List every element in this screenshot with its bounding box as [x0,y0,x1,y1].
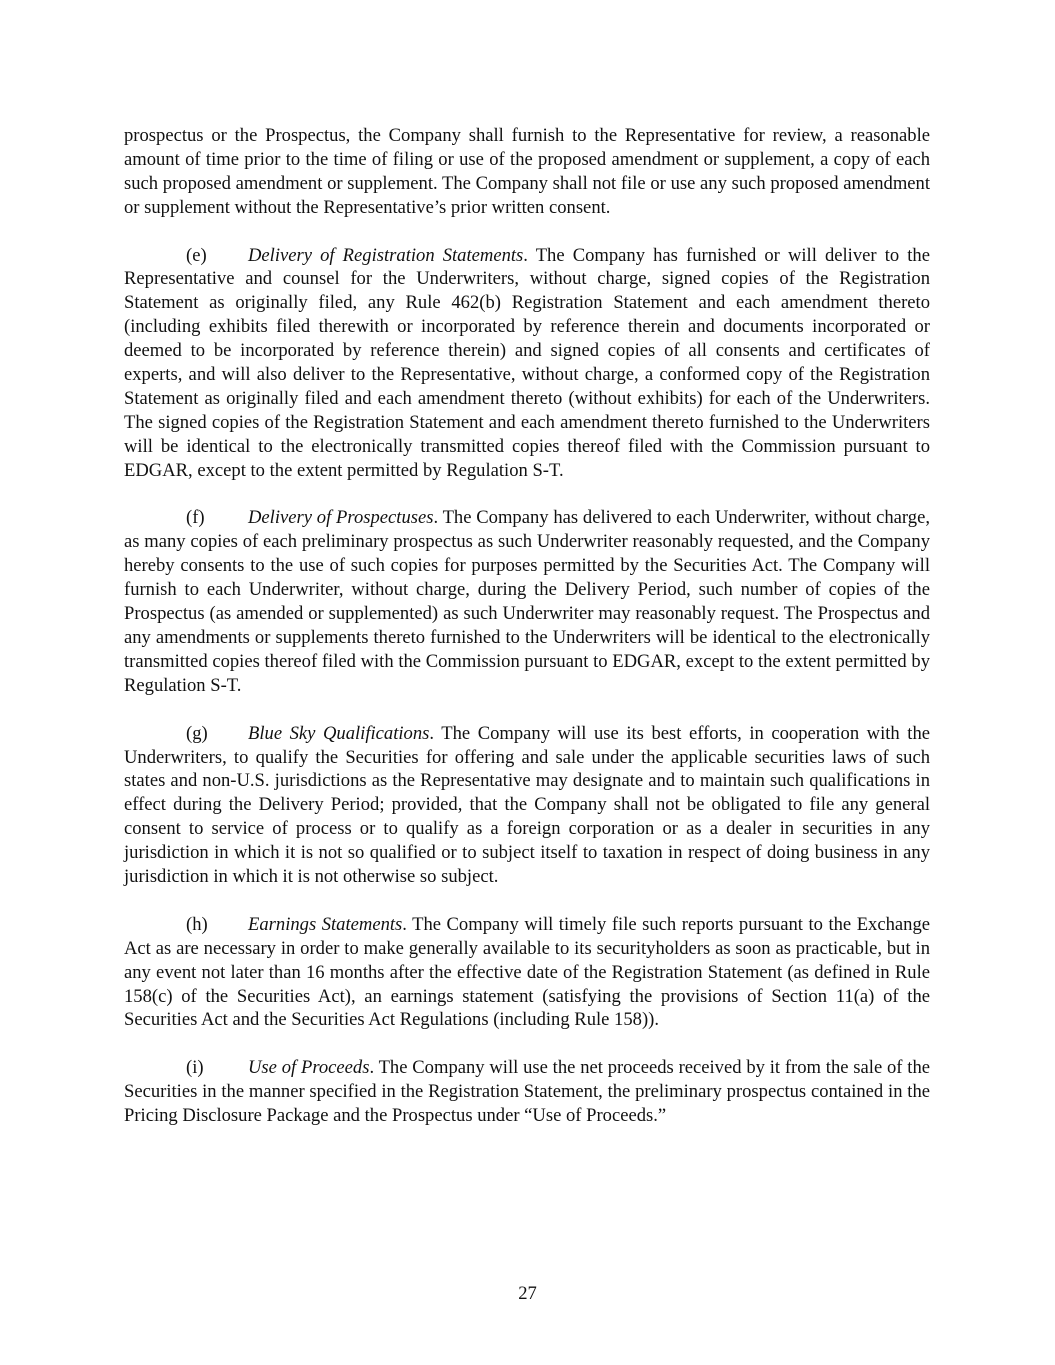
section-body: . The Company will use the net proceeds received by it from the sale of the Securities in the manner specified in the Registration Statement, the preliminary prospectus contained in the Pricing Disclosure Package and the Prospectus under “Use of Proceeds.” [124,1057,930,1127]
section-number: (i) [186,1057,204,1079]
section-number: (g) [186,722,208,744]
section-body: . The Company will use its best efforts, in cooperation with the Underwriters, to qualify the Securities for offering and sale under the applicable securities laws of such states and non-U.S. jurisdictions as the Representative may designate and to maintain such qualifications in effect during the Delivery Period; provided, that the Company shall not be obligated to file any general consent to service of process or to qualify as a foreign corporation or as a dealer in securities in any jurisdiction in which it is not so qualified or to subject itself to taxation in respect of doing business in any jurisdiction in which it is not otherwise so subject. [124,722,930,888]
section-heading: Earnings Statements [248,913,403,935]
section-body: . The Company will timely file such reports pursuant to the Exchange Act as are necessary in order to make generally available to its securityholders as soon as practicable, but in any event not later than 16 months after the effective date of the Registration Statement (as defined in Rule 158(c) of the Securities Act), an earnings statement (satisfying the provisions of Section 11(a) of the Securities Act and the Securities Act Regulations (including Rule 158)). [124,913,930,1031]
section-heading: Delivery of Prospectuses [248,507,434,529]
section-heading: Delivery of Registration Statements [248,244,524,266]
section-heading: Blue Sky Qualifications [248,722,430,744]
section-number: (e) [186,244,207,266]
section-heading: Use of Proceeds [248,1057,370,1079]
document-body [124,124,930,1152]
section-h [124,913,930,1033]
section-f [124,506,930,697]
section-body: . The Company has furnished or will deliver to the Representative and counsel for the Underwriters, without charge, signed copies of the Registration Statement as originally filed, any Rule 462(b) Registration Statement and each amendment thereto (including exhibits filed therewith or incorporated by reference therein and documents incorporated or deemed to be incorporated by reference therein) and signed copies of all consents and certificates of experts, and will also deliver to the Representative, without charge, a conformed copy of the Registration Statement as originally filed and each amendment thereto (without exhibits) for each of the Underwriters. The signed copies of the Registration Statement and each amendment thereto furnished to the Underwriters will be identical to the electronically transmitted copies thereof filed with the Commission pursuant to EDGAR, except to the extent permitted by Regulation S-T. [124,244,930,481]
section-g [124,722,930,889]
section-i [124,1056,930,1128]
section-number: (h) [186,913,208,935]
section-e [124,244,930,483]
page-number: 27 [518,1283,537,1304]
intro-paragraph: prospectus or the Prospectus, the Company shall furnish to the Representative for review, a reasonable amount of time prior to the time of filing or use of the proposed amendment or supplement, a copy of each such proposed amendment or supplement. The Company shall not file or use any such proposed amendment or supplement without the Representative’s prior written consent. [124,125,930,218]
section-number: (f) [186,507,205,529]
section-body: . The Company has delivered to each Underwriter, without charge, as many copies of each preliminary prospectus as such Underwriter reasonably requested, and the Company hereby consents to the use of such copies for purposes permitted by the Securities Act. The Company will furnish to each Underwriter, without charge, during the Delivery Period, such number of copies of the Prospectus (as amended or supplemented) as such Underwriter may reasonably request. The Prospectus and any amendments or supplements thereto furnished to the Underwriters will be identical to the electronically transmitted copies thereof filed with the Commission pursuant to EDGAR, except to the extent permitted by Regulation S-T. [124,507,930,696]
